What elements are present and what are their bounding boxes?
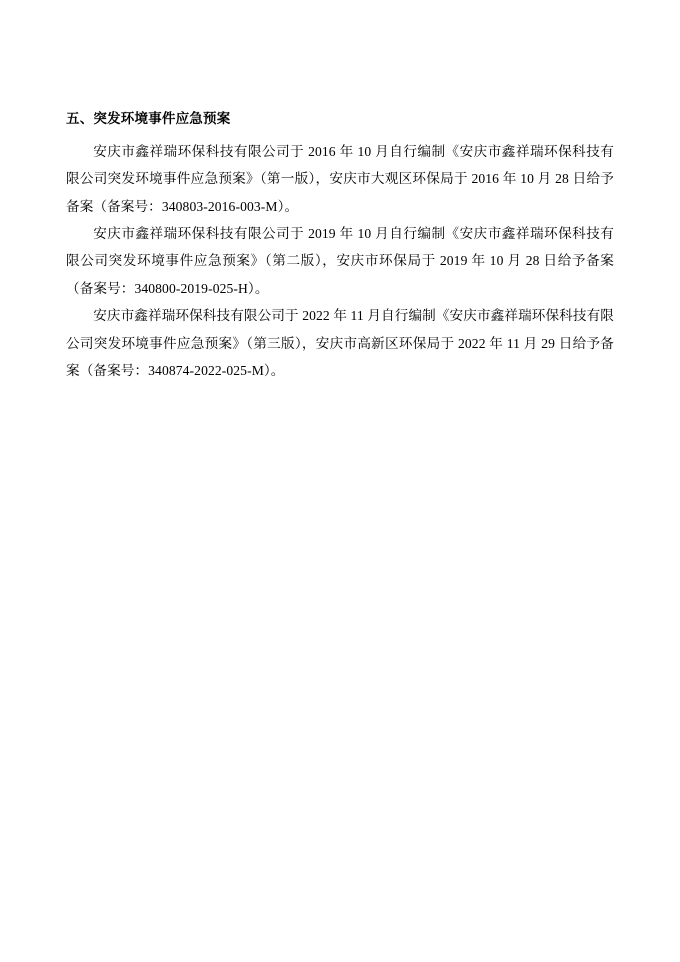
section-heading: 五、突发环境事件应急预案: [66, 111, 231, 126]
paragraph-third-version: 安庆市鑫祥瑞环保科技有限公司于 2022 年 11 月自行编制《安庆市鑫祥瑞环保科技有限公司突发环境事件应急预案》（第三版），安庆市高新区环保局于 2022 年 11 月 29 日给予备案（备案号：340874-2022-025-M）。: [66, 308, 614, 379]
paragraph-first-version: 安庆市鑫祥瑞环保科技有限公司于 2016 年 10 月自行编制《安庆市鑫祥瑞环保科技有限公司突发环境事件应急预案》（第一版），安庆市大观区环保局于 2016 年 10 月 28 日给予备案（备案号：340803-2016-003-M）。: [66, 143, 614, 214]
paragraph-second-version: 安庆市鑫祥瑞环保科技有限公司于 2019 年 10 月自行编制《安庆市鑫祥瑞环保科技有限公司突发环境事件应急预案》（第二版），安庆市环保局于 2019 年 10 月 28 日给予备案（备案号：340800-2019-025-H）。: [66, 225, 614, 296]
